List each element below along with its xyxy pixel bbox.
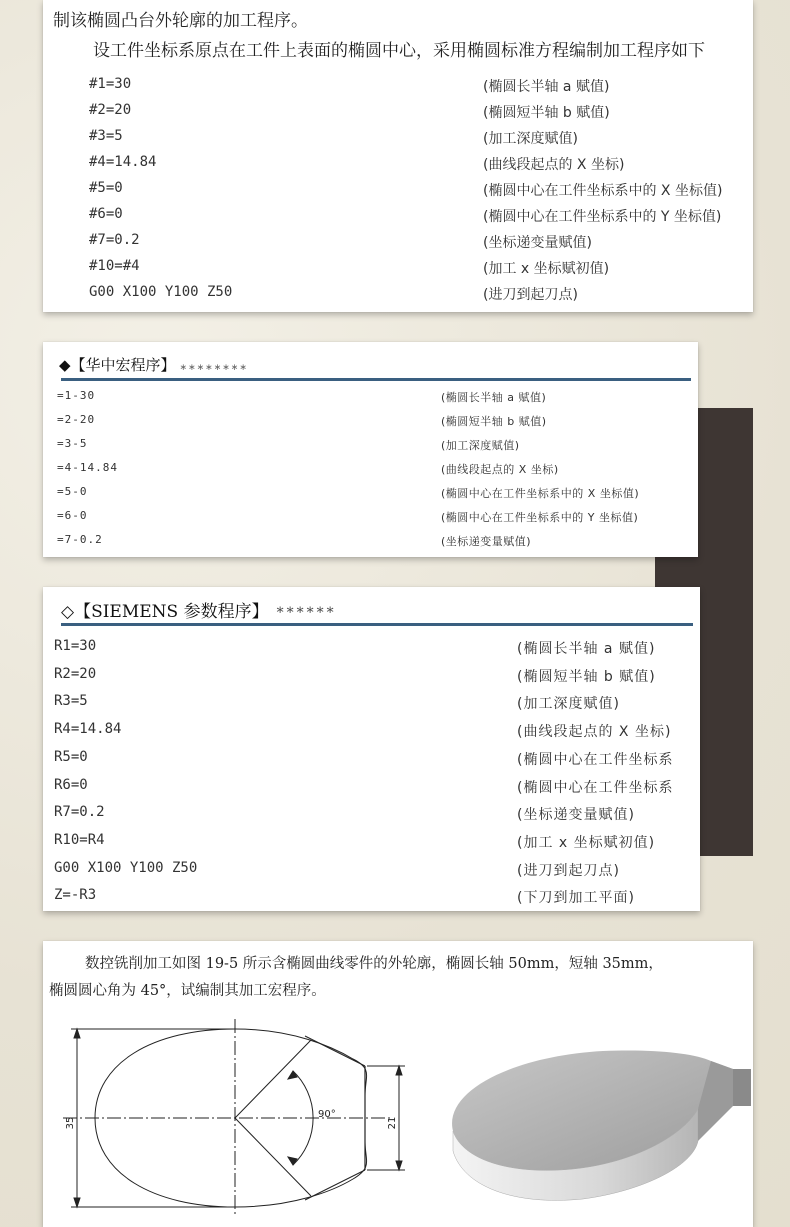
code-comment: (进刀到起刀点) bbox=[517, 862, 620, 879]
code-text: R10=R4 bbox=[54, 831, 105, 848]
section-header-huazhong bbox=[59, 354, 248, 375]
code-text: R3=5 bbox=[54, 693, 88, 710]
code-text: =5-0 bbox=[57, 485, 88, 498]
code-text: #2=20 bbox=[89, 102, 132, 118]
header-divider bbox=[61, 378, 691, 381]
program-line bbox=[43, 413, 698, 435]
code-text: #10=#4 bbox=[89, 258, 140, 274]
code-text: =7-0.2 bbox=[57, 533, 103, 546]
code-text: =1-30 bbox=[57, 389, 96, 402]
program-line bbox=[43, 102, 753, 126]
code-text: #4=14.84 bbox=[89, 154, 157, 170]
arrowhead bbox=[396, 1161, 402, 1170]
section-title: ◇【SIEMENS 参数程序】 bbox=[61, 602, 269, 622]
code-comment: (坐标递变量赋值) bbox=[517, 807, 635, 824]
code-comment: (加工 x 坐标赋初值) bbox=[517, 834, 656, 851]
code-text: G00 X100 Y100 Z50 bbox=[89, 284, 233, 300]
ellipse-part-drawing bbox=[43, 941, 753, 1227]
code-comment: (加工深度赋值) bbox=[483, 131, 578, 147]
code-comment: (椭圆中心在工件坐标系中的 X 坐标值) bbox=[483, 183, 723, 199]
code-comment: (椭圆短半轴 b 赋值) bbox=[441, 415, 547, 428]
code-text: R6=0 bbox=[54, 776, 88, 793]
program-line bbox=[43, 777, 700, 803]
code-comment: (椭圆长半轴 a 赋值) bbox=[517, 641, 656, 657]
code-comment: (椭圆中心在工件坐标系 bbox=[517, 779, 674, 796]
code-text: =4-14.84 bbox=[57, 461, 118, 474]
taper-bottom bbox=[305, 1170, 365, 1200]
code-comment: (曲线段起点的 X 坐标) bbox=[483, 157, 625, 173]
program-line bbox=[43, 666, 700, 692]
code-comment: (椭圆短半轴 b 赋值) bbox=[517, 668, 656, 685]
code-text: #1=30 bbox=[89, 76, 132, 92]
dim-label-35: 35 bbox=[65, 1116, 76, 1130]
program-line bbox=[43, 461, 698, 483]
program-line bbox=[43, 533, 698, 555]
problem-line2: 椭圆圆心角为 45°，试编制其加工宏程序。 bbox=[49, 983, 326, 999]
code-comment: (椭圆中心在工件坐标系中的 Y 坐标值) bbox=[483, 209, 722, 225]
code-comment: (椭圆中心在工件坐标系中的 Y 坐标值) bbox=[441, 511, 639, 524]
code-comment: (椭圆长半轴 a 赋值) bbox=[483, 79, 610, 95]
code-comment: (坐标递变量赋值) bbox=[483, 235, 592, 251]
code-text: Z=-R3 bbox=[54, 887, 97, 904]
program-line bbox=[43, 860, 700, 886]
arrowhead bbox=[288, 1071, 297, 1079]
section-title: ◆【华中宏程序】 bbox=[59, 356, 176, 374]
code-text: R2=20 bbox=[54, 665, 97, 682]
code-text: =2-20 bbox=[57, 413, 96, 426]
stars-decoration: ****** bbox=[276, 605, 337, 621]
code-comment: (椭圆中心在工件坐标系 bbox=[517, 751, 674, 768]
code-comment: (进刀到起刀点) bbox=[483, 287, 578, 303]
program-panel-huazhong bbox=[43, 342, 698, 557]
problem-line1: 数控铣削加工如图 19-5 所示含椭圆曲线零件的外轮廓，椭圆长轴 50mm，短轴 35mm， bbox=[85, 956, 663, 972]
code-comment: (加工 x 坐标赋初值) bbox=[483, 261, 610, 277]
code-text: =3-5 bbox=[57, 437, 88, 450]
angle-label: 90° bbox=[318, 1109, 336, 1120]
taper-top bbox=[305, 1036, 365, 1066]
3d-end-face-light bbox=[733, 1069, 751, 1106]
3d-part-render bbox=[452, 1050, 751, 1200]
program-line bbox=[43, 721, 700, 747]
intro-text-line2: 设工件坐标系原点在工件上表面的椭圆中心，采用椭圆标准方程编制加工程序如下 bbox=[93, 41, 705, 61]
code-text: #7=0.2 bbox=[89, 232, 140, 248]
program-line bbox=[43, 437, 698, 459]
code-text: G00 X100 Y100 Z50 bbox=[54, 859, 198, 876]
code-comment: (坐标递变量赋值) bbox=[441, 535, 532, 548]
code-comment: (下刀到加工平面) bbox=[517, 890, 635, 907]
program-line bbox=[43, 389, 698, 411]
section-header-siemens bbox=[61, 597, 337, 622]
program-line bbox=[43, 76, 753, 100]
code-text: #3=5 bbox=[89, 128, 123, 144]
program-line bbox=[43, 485, 698, 507]
code-text: #5=0 bbox=[89, 180, 123, 196]
program-line bbox=[43, 804, 700, 830]
program-line bbox=[43, 887, 700, 911]
code-comment: (椭圆中心在工件坐标系中的 X 坐标值) bbox=[441, 487, 640, 500]
technical-drawing bbox=[63, 1019, 405, 1217]
program-line bbox=[43, 128, 753, 152]
arrowhead bbox=[288, 1157, 297, 1165]
intro-text-line1: 制该椭圆凸台外轮廓的加工程序。 bbox=[53, 11, 308, 31]
program-line bbox=[43, 180, 753, 204]
code-text: R4=14.84 bbox=[54, 721, 122, 738]
code-comment: (曲线段起点的 X 坐标) bbox=[441, 463, 559, 476]
code-comment: (加工深度赋值) bbox=[441, 439, 520, 452]
code-comment: (椭圆短半轴 b 赋值) bbox=[483, 105, 610, 121]
problem-panel bbox=[43, 941, 753, 1227]
program-panel-siemens bbox=[43, 587, 700, 911]
code-text: R5=0 bbox=[54, 748, 88, 765]
code-text: =6-0 bbox=[57, 509, 88, 522]
arrowhead bbox=[74, 1198, 80, 1207]
code-text: R7=0.2 bbox=[54, 804, 105, 821]
program-line bbox=[43, 258, 753, 282]
header-divider bbox=[61, 623, 693, 626]
code-comment: (曲线段起点的 X 坐标) bbox=[517, 724, 672, 741]
dim-label-21: 21 bbox=[387, 1116, 398, 1130]
arrowhead bbox=[74, 1029, 80, 1038]
program-line bbox=[43, 638, 700, 664]
code-text: R1=30 bbox=[54, 638, 97, 654]
code-text: #6=0 bbox=[89, 206, 123, 222]
stars-decoration: ∗∗∗∗∗∗∗∗ bbox=[179, 363, 248, 373]
program-line bbox=[43, 749, 700, 775]
code-comment: (椭圆长半轴 a 赋值) bbox=[441, 391, 547, 404]
program-line bbox=[43, 832, 700, 858]
arrowhead bbox=[396, 1066, 402, 1075]
program-line bbox=[43, 284, 753, 308]
program-line bbox=[43, 232, 753, 256]
code-comment: (加工深度赋值) bbox=[517, 696, 620, 713]
program-line bbox=[43, 154, 753, 178]
program-line bbox=[43, 693, 700, 719]
program-panel-general bbox=[43, 0, 753, 312]
program-line bbox=[43, 206, 753, 230]
program-line bbox=[43, 509, 698, 531]
